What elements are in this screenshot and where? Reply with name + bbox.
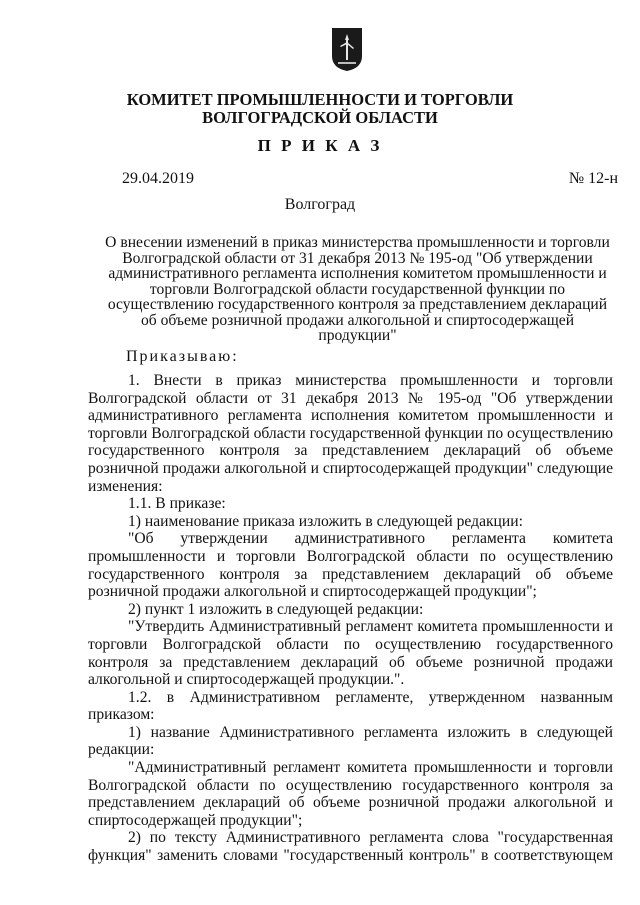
paragraph-quote-3: "Административный регламент комитета промышленности и торговли Волгоградской области по осуществлению государственного контроля за представлением деклараций об объеме розничной продажи алкогольной и спиртосодержащей продукции"; bbox=[88, 759, 613, 829]
paragraph-1-1-1: 1) наименование приказа изложить в следующей редакции: bbox=[128, 512, 523, 530]
paragraph-quote-1: "Об утверждении административного регламента комитета промышленности и торговли Волгоградской области по осуществлению государственного контроля за представлением деклараций об объеме розничной продажи алкогольной и спиртосодержащей продукции"; bbox=[88, 530, 613, 601]
order-verb: Приказываю: bbox=[126, 348, 239, 365]
document-date: 29.04.2019 bbox=[122, 170, 194, 187]
paragraph-1-2-1: 1) название Административного регламента изложить в следующей редакции: bbox=[88, 723, 613, 759]
organization-name-line2: ВОЛГОГРАДСКОЙ ОБЛАСТИ bbox=[202, 108, 438, 127]
document-subject: О внесении изменений в приказ министерства промышленности и торговли Волгоградской области от 31 декабря 2013 № 195-од "Об утверждении административного регламента исполнения комитетом промышленности и торговли Волгоградской области государственной функции по осуществлению государственного контроля за представлением деклараций об объеме розничной продажи алкогольной и спиртосодержащей продукции" bbox=[105, 234, 610, 344]
paragraph-1-1: 1.1. В приказе: bbox=[128, 495, 226, 513]
document-body bbox=[88, 372, 613, 865]
paragraph-1-2: 1.2. в Административном регламенте, утвержденном названным приказом: bbox=[88, 688, 613, 724]
paragraph-1-2-2: 2) по тексту Административного регламента слова "государственная функция" заменить словами "государственный контроль" в соответствующем bbox=[88, 829, 613, 865]
document-title: П Р И К А З bbox=[257, 136, 383, 155]
coat-of-arms-icon bbox=[330, 26, 364, 72]
organization-name-line1: КОМИТЕТ ПРОМЫШЛЕННОСТИ И ТОРГОВЛИ bbox=[126, 90, 514, 109]
document-number: № 12-н bbox=[568, 170, 618, 187]
paragraph-1: 1. Внести в приказ министерства промышленности и торговли Волгоградской области от 31 декабря 2013 № 195-од "Об утверждении административного регламента исполнения комитетом промышленности и торговли Волгоградской области государственной функции по осуществлению государственного контроля за представлением деклараций об объеме розничной продажи алкогольной и спиртосодержащей продукции" следующие изменения: bbox=[88, 372, 613, 495]
paragraph-1-1-2: 2) пункт 1 изложить в следующей редакции: bbox=[128, 600, 424, 618]
document-city: Волгоград bbox=[284, 196, 356, 213]
paragraph-quote-2: "Утвердить Административный регламент комитета промышленности и торговли Волгоградской области по осуществлению государственного контроля за представлением деклараций об объеме розничной продажи алкогольной и спиртосодержащей продукции.". bbox=[88, 618, 613, 689]
